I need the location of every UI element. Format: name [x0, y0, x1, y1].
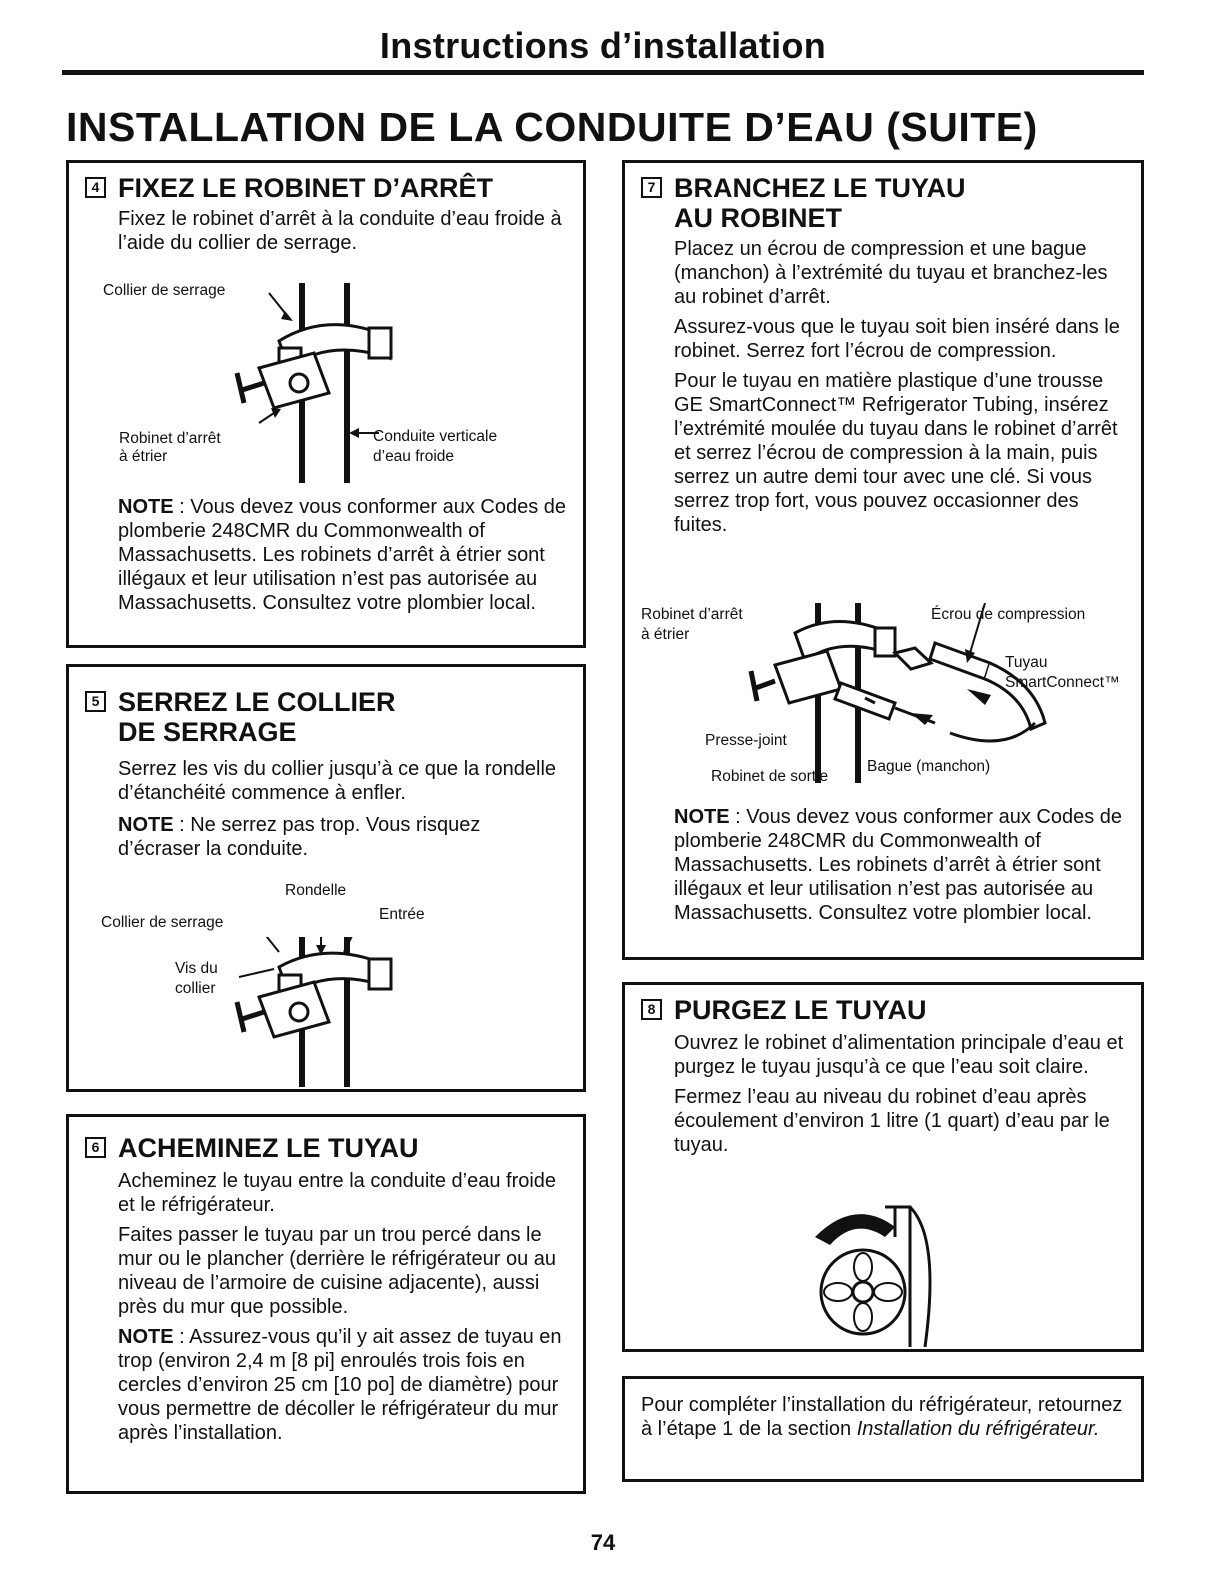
- step-7-text-3: Pour le tuyau en matière plastique d’une trousse GE SmartConnect™ Refrigerator Tubing, insérez l’extrémité moulée du tuyau dans le robinet d’arrêt et serrez l’écrou de compression à la main, puis serrez un autre demi tour avec une clé. Si vous serrez trop fort, vous pouvez occasionner des fuites.: [674, 370, 1118, 536]
- step-6-note: [118, 1325, 567, 1445]
- page-title: INSTALLATION DE LA CONDUITE D’EAU (SUITE): [66, 104, 1038, 150]
- note-text: : Vous devez vous conformer aux Codes de plomberie 248CMR du Commonwealth of Massachusetts. Les robinets d’arrêt à étrier sont illégaux et leur utilisation n’est pas autorisée au Massachusetts. Consultez votre plombier local.: [118, 496, 567, 614]
- cold-pipe-label-line2: d’eau froide: [373, 448, 455, 465]
- step-8-header: [641, 995, 1125, 1025]
- step-8-text-2: Fermez l’eau au niveau du robinet d’eau après écoulement d’environ 1 litre (1 quart) d’eau par le tuyau.: [674, 1086, 1110, 1156]
- note-label: NOTE: [118, 814, 174, 836]
- outlet-valve-label: Robinet de sortie: [711, 768, 829, 785]
- step-8-number: 8: [641, 999, 662, 1020]
- step-8-box: [622, 982, 1144, 1352]
- page-number: 74: [590, 1530, 616, 1555]
- step-6-header: [85, 1133, 567, 1163]
- clamp-label: Collier de serrage: [101, 914, 224, 931]
- step-7-title-line1: BRANCHEZ LE TUYAU: [674, 173, 966, 203]
- step-5-number: 5: [85, 691, 106, 712]
- step-7-box: [622, 160, 1144, 960]
- smartconnect-tube-label-line1: Tuyau: [1005, 654, 1048, 671]
- step-6-number: 6: [85, 1137, 106, 1158]
- step-5-box: [66, 664, 586, 1092]
- smartconnect-tube-label-line2: SmartConnect™: [1005, 674, 1120, 691]
- step-7-title-line2: AU ROBINET: [674, 203, 842, 233]
- compression-nut-label: Écrou de compression: [931, 606, 1086, 623]
- clamp-screw-label-line2: collier: [175, 980, 216, 997]
- step-6-text-2: Faites passer le tuyau par un trou percé dans le mur ou le plancher (derrière le réfrigérateur ou au niveau de l’armoire de cuisine adjacente), aussi près du mur que possible.: [118, 1224, 556, 1318]
- clamp-label: Collier de serrage: [103, 282, 226, 299]
- header-divider: [62, 70, 1144, 75]
- step-7-text-1: Placez un écrou de compression et une bague (manchon) à l’extrémité du tuyau et branchez-les au robinet d’arrêt.: [674, 238, 1108, 308]
- next-step-section-link: Installation du réfrigérateur.: [856, 1418, 1100, 1440]
- saddle-valve-label-line2: à étrier: [641, 626, 690, 643]
- step-6-title: ACHEMINEZ LE TUYAU: [118, 1133, 419, 1163]
- saddle-valve-illustration: [219, 273, 519, 493]
- step-5-text: Serrez les vis du collier jusqu’à ce que la rondelle d’étanchéité commence à enfler.: [118, 758, 557, 804]
- ferrule-sleeve-label: Bague (manchon): [867, 758, 991, 775]
- note-text: : Vous devez vous conformer aux Codes de plomberie 248CMR du Commonwealth of Massachusetts. Les robinets d’arrêt à étrier sont illégaux et leur utilisation n’est pas autorisée au Massachusetts. Consultez votre plombier local.: [674, 806, 1123, 924]
- next-step-box: [622, 1376, 1144, 1482]
- step-5-title-line1: SERREZ LE COLLIER: [118, 687, 396, 717]
- step-4-header: [85, 173, 567, 203]
- step-7-number: 7: [641, 177, 662, 198]
- step-6-box: [66, 1114, 586, 1494]
- note-label: NOTE: [674, 806, 730, 828]
- section-title: Instructions d’installation: [379, 25, 827, 66]
- step-5-note: [118, 813, 567, 861]
- step-4-note: [118, 495, 571, 615]
- clamp-screw-label-line1: Vis du: [175, 960, 218, 977]
- water-valve-knob-illustration: [795, 1197, 975, 1347]
- step-4-number: 4: [85, 177, 106, 198]
- section-header: [62, 22, 1144, 70]
- step-7-header: [641, 173, 1125, 233]
- step-7-text-2: Assurez-vous que le tuyau soit bien inséré dans le robinet. Serrez fort l’écrou de compression.: [674, 316, 1120, 362]
- saddle-valve-label-line1: Robinet d’arrêt: [119, 430, 221, 447]
- note-text: : Assurez-vous qu’il y ait assez de tuyau en trop (environ 2,4 m [8 pi] enroulés trois fois en cercles d’environ 25 cm [10 po] de diamètre) pour vous permettre de décoller le réfrigérateur du mur après l’installation.: [118, 1326, 562, 1444]
- step-7-note: [674, 805, 1129, 925]
- step-5-header: [85, 687, 567, 747]
- note-label: NOTE: [118, 496, 174, 518]
- next-step-text: [641, 1393, 1125, 1441]
- note-text: : Ne serrez pas trop. Vous risquez d’écraser la conduite.: [118, 814, 481, 860]
- cold-pipe-label-line1: Conduite verticale: [373, 428, 498, 445]
- step-4-title: FIXEZ LE ROBINET D’ARRÊT: [118, 173, 494, 203]
- tube-connection-illustration: [735, 603, 1065, 783]
- step-5-title-line2: DE SERRAGE: [118, 717, 297, 747]
- step-8-text-1: Ouvrez le robinet d’alimentation principale d’eau et purgez le tuyau jusqu’à ce que l’eau soit claire.: [674, 1032, 1124, 1078]
- clamp-tightening-illustration: [219, 937, 479, 1087]
- packing-nut-label: Presse-joint: [705, 732, 787, 749]
- step-4-text: Fixez le robinet d’arrêt à la conduite d’eau froide à l’aide du collier de serrage.: [118, 208, 562, 254]
- next-step-text-main: Pour compléter l’installation du réfrigérateur, retournez à l’étape 1 de la section: [641, 1394, 1123, 1440]
- step-8-title: PURGEZ LE TUYAU: [674, 995, 927, 1025]
- step-6-text-1: Acheminez le tuyau entre la conduite d’eau froide et le réfrigérateur.: [118, 1170, 557, 1216]
- note-label: NOTE: [118, 1326, 174, 1348]
- inlet-label: Entrée: [379, 906, 425, 923]
- step-4-box: [66, 160, 586, 648]
- washer-label: Rondelle: [285, 882, 347, 899]
- saddle-valve-label-line1: Robinet d’arrêt: [641, 606, 743, 623]
- saddle-valve-label-line2: à étrier: [119, 448, 168, 465]
